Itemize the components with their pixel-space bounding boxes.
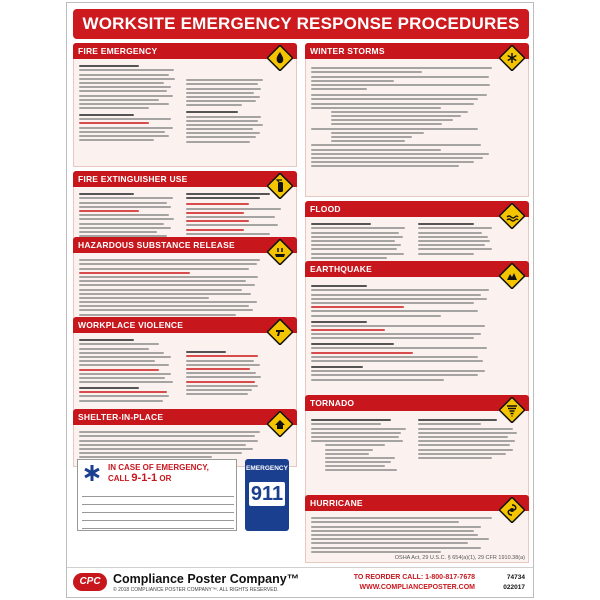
text-block — [418, 221, 498, 257]
emergency-number: 9-1-1 — [131, 472, 158, 484]
legal-citation: OSHA Act, 29 U.S.C. § 654(a)(1), 29 CFR 1910.38(a) — [394, 555, 525, 561]
section-body — [73, 333, 297, 421]
page-title: WORKSITE EMERGENCY RESPONSE PROCEDURES — [82, 14, 520, 33]
section-body — [305, 59, 529, 197]
footer — [67, 567, 533, 597]
text-block — [418, 417, 523, 461]
section-header — [305, 261, 529, 277]
badge-number: 911 — [250, 483, 284, 505]
text-block — [79, 191, 179, 239]
section-header — [73, 171, 297, 187]
hurricane-hazard-icon — [499, 497, 525, 523]
emergency-contact-form — [77, 459, 237, 531]
star-of-life-icon — [82, 463, 102, 483]
corrosive-hazard-icon — [267, 239, 293, 265]
section-title: FIRE EMERGENCY — [78, 46, 158, 56]
website-link[interactable]: WWW.COMPLIANCEPOSTER.COM — [359, 584, 475, 591]
reorder-phone: TO REORDER CALL: 1-800-817-7678 — [353, 574, 475, 581]
text-block — [186, 349, 266, 397]
section-workplace-violence — [73, 317, 297, 421]
section-title: TORNADO — [310, 398, 355, 408]
section-title: HAZARDOUS SUBSTANCE RELEASE — [78, 240, 235, 250]
section-hazardous-substance — [73, 237, 297, 329]
section-header — [73, 237, 297, 253]
section-earthquake — [305, 261, 529, 407]
product-number: 74734 — [506, 574, 525, 581]
section-title: HURRICANE — [310, 498, 363, 508]
fire-extinguisher-icon — [267, 173, 293, 199]
section-header — [73, 43, 297, 59]
section-title: EARTHQUAKE — [310, 264, 372, 274]
emergency-line-3: OR — [159, 474, 172, 483]
company-logo: CPC — [73, 573, 107, 591]
section-title: FIRE EXTINGUISHER USE — [78, 174, 188, 184]
text-block — [311, 417, 411, 474]
section-title: WINTER STORMS — [310, 46, 385, 56]
reorder-info — [345, 573, 475, 593]
shelter-hazard-icon — [267, 411, 293, 437]
text-block — [186, 77, 266, 145]
copyright-text: © 2018 COMPLIANCE POSTER COMPANY™. ALL RIGHTS RESERVED. — [113, 587, 279, 593]
date-code: 022017 — [503, 584, 525, 591]
emergency-line-1: IN CASE OF EMERGENCY, — [108, 463, 209, 472]
section-title: SHELTER-IN-PLACE — [78, 412, 164, 422]
earthquake-hazard-icon — [499, 263, 525, 289]
emergency-line-2: CALL — [108, 474, 130, 483]
emergency-call-text — [108, 463, 209, 484]
badge-label: EMERGENCY — [246, 465, 288, 472]
section-title: WORKPLACE VIOLENCE — [78, 320, 184, 330]
section-header — [305, 395, 529, 411]
text-block — [311, 221, 411, 261]
text-block — [79, 337, 179, 404]
tornado-hazard-icon — [499, 397, 525, 423]
title-bar — [73, 9, 529, 39]
section-header — [305, 495, 529, 511]
emergency-911-badge — [245, 459, 289, 531]
section-header — [305, 201, 529, 217]
fire-hazard-icon — [267, 45, 293, 71]
section-title: FLOOD — [310, 204, 341, 214]
text-block — [311, 283, 496, 383]
snowflake-hazard-icon — [499, 45, 525, 71]
company-name: Compliance Poster Company™ — [113, 572, 300, 586]
poster — [66, 2, 534, 598]
emergency-info-panel — [73, 455, 297, 537]
section-body — [305, 411, 529, 507]
section-header — [73, 409, 297, 425]
text-block — [79, 257, 264, 318]
section-hurricane — [305, 495, 529, 563]
violence-hazard-icon — [267, 319, 293, 345]
product-code — [481, 573, 525, 593]
section-body — [73, 59, 297, 167]
section-winter-storms — [305, 43, 529, 197]
text-block — [311, 65, 496, 170]
section-tornado — [305, 395, 529, 507]
section-header — [305, 43, 529, 59]
section-body — [305, 277, 529, 407]
section-fire-emergency — [73, 43, 297, 167]
text-block — [311, 515, 496, 555]
form-rows — [82, 490, 234, 530]
text-block — [79, 63, 179, 143]
section-header — [73, 317, 297, 333]
flood-hazard-icon — [499, 203, 525, 229]
